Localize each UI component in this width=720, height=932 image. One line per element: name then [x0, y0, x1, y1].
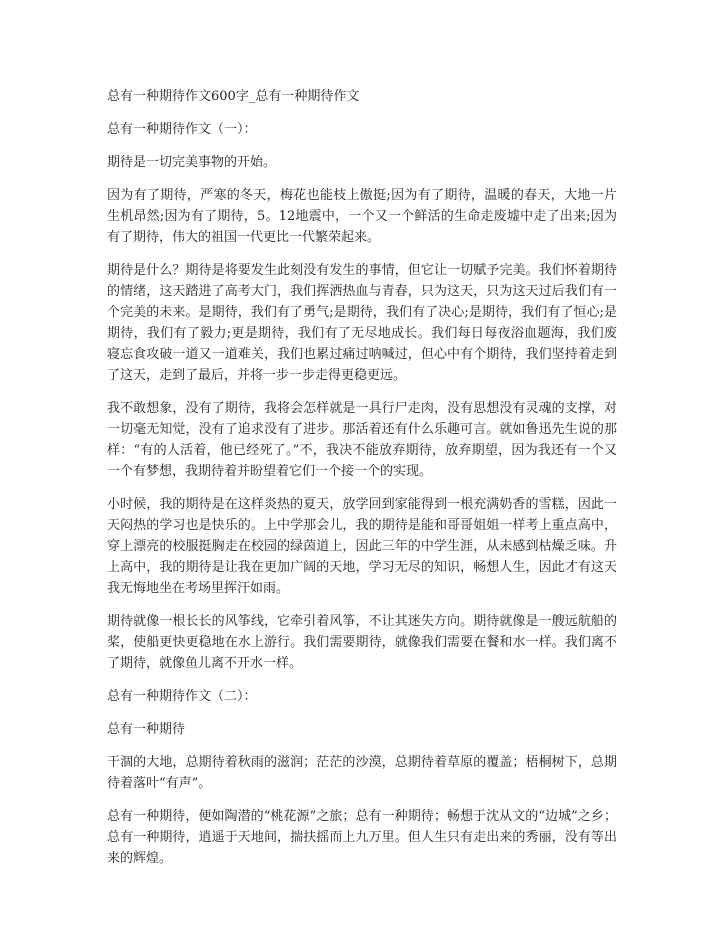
paragraph-7: 干涸的大地，总期待着秋雨的滋润；茫茫的沙漠，总期待着草原的覆盖；梧桐树下，总期待着落叶“有声”。 [107, 755, 617, 791]
paragraph-5: 小时候，我的期待是在这样炎热的夏天，放学回到家能得到一根充满奶香的雪糕，因此一天闷热的学习也是快乐的。上中学那会儿，我的期待是能和哥哥姐姐一样考上重点高中，穿上漂亮的校服挺胸走在校园的绿茵道上，因此三年的中学生涯，从未感到枯燥乏味。升上高中，我的期待是让我在更加广阔的天地，学习无尽的知识，畅想人生，因此才有这天我无悔地坐在考场里挥汗如雨。 [107, 497, 617, 596]
document-page [107, 86, 617, 869]
paragraph-8: 总有一种期待，便如陶潜的“桃花源”之旅；总有一种期待；畅想于沈从文的“边城”之乡；总有一种期待，逍遥于天地间，揣扶摇而上九万里。但人生只有走出来的秀丽，没有等出来的辉煌。 [107, 809, 617, 866]
sub-heading: 总有一种期待 [107, 722, 186, 737]
paragraph-1: 期待是一切完美事物的开始。 [107, 155, 277, 170]
paragraph-2: 因为有了期待，严寒的冬天，梅花也能枝上傲挺;因为有了期待，温暖的春天，大地一片生机昂然;因为有了期待，5。12地震中，一个又一个鲜活的生命走废墟中走了出来;因为有了期待，伟大的祖国一代更比一代繁荣起来。 [107, 188, 617, 245]
document-title: 总有一种期待作文600字_总有一种期待作文 [107, 89, 360, 104]
section-heading-one: 总有一种期待作文（一）： [107, 122, 257, 137]
paragraph-6: 期待就像一根长长的风筝线，它牵引着风筝，不让其迷失方向。期待就像是一艘远航船的桨，使船更快更稳地在水上游行。我们需要期待，就像我们需要在餐和水一样。我们离不了期待，就像鱼儿离不开水一样。 [107, 614, 617, 671]
paragraph-4: 我不敢想象，没有了期待，我将会怎样就是一具行尸走肉，没有思想没有灵魂的支撑，对一切毫无知觉，没有了追求没有了进步。那活着还有什么乐趣可言。就如鲁迅先生说的那样：“有的人活着，他已经死了。”不，我决不能放弃期待，放弃期望，因为我还有一个又一个有梦想，我期待着并盼望着它们一个接一个的实现。 [107, 401, 617, 479]
paragraph-3: 期待是什么？期待是将要发生此刻没有发生的事情，但它让一切赋予完美。我们怀着期待的情绪，这天踏进了高考大门，我们挥洒热血与青春，只为这天，只为这天过后我们有一个完美的未来。是期待，我们有了勇气;是期待，我们有了决心;是期待，我们有了恒心;是期待，我们有了毅力;更是期待，我们有了无尽地成长。我们每日每夜浴血题海，我们废寝忘食攻破一道又一道难关，我们也累过痛过呐喊过，但心中有个期待，我们坚持着走到了这天，走到了最后，并将一步一步走得更稳更远。 [107, 263, 617, 383]
section-heading-two: 总有一种期待作文（二）： [107, 689, 257, 704]
